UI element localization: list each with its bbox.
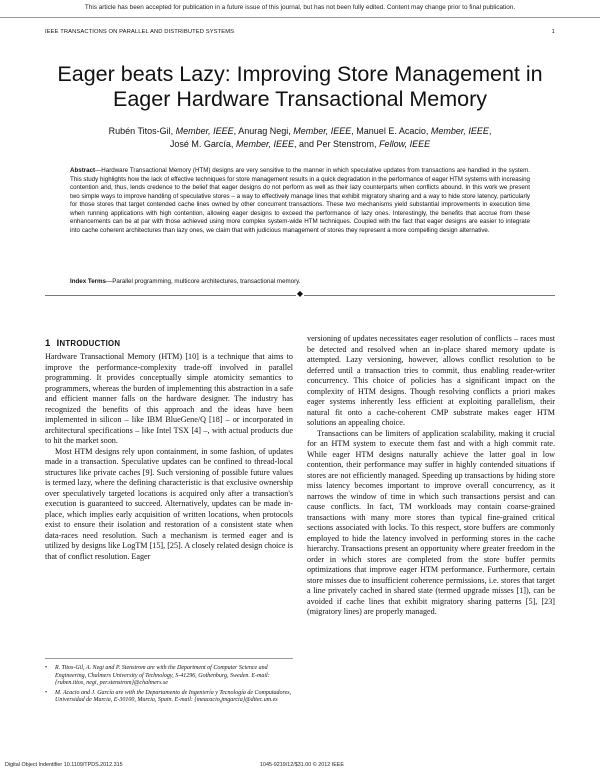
bullet-icon: •	[45, 689, 48, 696]
footnote-text: M. Acacio and J. García are with the Departamento de Ingeniería y Tecnología de Computadores, Universidad de Murcia, E-30100, Murcia, Spain. E-mail: {meacacio,jmgarcia}@ditec.um.es	[55, 689, 292, 704]
abstract-label: Abstract	[70, 167, 96, 174]
author-name: Per Stenstrom,	[316, 139, 377, 149]
index-terms-label: Index Terms	[70, 278, 106, 285]
doi: Digital Object Indentifier 10.1109/TPDS.2012.315	[5, 762, 123, 768]
section-title-rest: NTRODUCTION	[59, 339, 121, 348]
paragraph: Hardware Transactional Memory (HTM) [10] is a technique that aims to improve the performance-complexity trade-off involved in parallel programming. It provides conceptually simple atomicity semantics to programmers, whereas the burden of implementing this abstraction in a safe and efficient manner falls on the hardware designer. The industry has recognized the benefits of this approach and the ideas have been implemented in silicon – like IBM BlueGene/Q [18] – or incorporated in architectural specifications – like Intel TSX [4] –, with actual products due to hit the market soon.	[45, 352, 293, 445]
author-role: Member, IEEE	[430, 126, 489, 136]
section-number: 1	[45, 338, 51, 349]
footnote-text: R. Titos-Gil, A. Negi and P. Stenstrom are with the Department of Computer Science and Engineering, Chalmers University of Technology, S-41296, Gothenburg, Sweden. E-mail: {ruben.titos, negi, per.stenstrom}@chalmers.se	[55, 665, 270, 687]
author-name: Rubén Titos-Gil,	[108, 126, 174, 136]
author-name: Anurag Negi,	[238, 126, 291, 136]
paragraph: Most HTM designs rely upon containment, in some fashion, of updates made in a transaction. Speculative updates can be confined to thread-local structures like private caches [9]. Such versioning of possible future values is termed lazy, where the defining characteristic is that exclusive ownership over speculatively targeted locations is acquired only after a transaction's execution is guaranteed to succeed. Alternatively, updates can be made in-place, which implies early acquisition of written locations, when protocols exist to ensure their isolation and restoration of a consistent state when data-races need resolution. Such a mechanism is termed eager and is utilized by designs like LogTM [15], [25]. A closely related design choice is that of conflict resolution. Eager	[45, 446, 293, 561]
running-head	[45, 29, 555, 35]
author-name: José M. García,	[169, 139, 234, 149]
section-initial: I	[56, 338, 60, 349]
right-column	[307, 334, 555, 618]
footnote	[45, 665, 293, 688]
author-role: Fellow, IEEE	[379, 139, 431, 149]
page-number: 1	[551, 29, 555, 35]
paper-title: Eager beats Lazy: Improving Store Management in Eager Hardware Transactional Memory	[57, 62, 543, 111]
prepublication-notice: This article has been accepted for publication in a future issue of this journal, but has not been fully edited. Content may change prior to final publication.	[0, 4, 600, 18]
author-role: Member, IEEE	[235, 139, 294, 149]
author-list	[40, 125, 560, 151]
footnote	[45, 690, 293, 705]
author-conjunction: , and	[293, 139, 317, 149]
index-terms-text: —Parallel programming, multicore architectures, transactional memory.	[106, 278, 301, 285]
diamond-icon: ◆	[296, 289, 304, 298]
author-footnotes	[45, 658, 293, 707]
paragraph: Transactions can be limiters of application scalability, making it crucial for an HTM system to execute them fast and with a high commit rate. While eager HTM designs naturally achieve the latter goal in low contention, their performance may suffer in highly contended situations if stores are not efficiently managed. Speeding up transactions by hiding store miss latency becomes important to improve overall concurrency, as it narrows the window of time in which such transactions persist and can cause conflicts. In fact, TM workloads may contain coarse-grained transactions with many more stores than typical fine-grained critical sections associated with locks. To this respect, store buffers are commonly employed to hide the latency involved in performing stores in the cache hierarchy. Transactions present an opportunity where greater freedom in the order in which stores are completed from the store buffer permits optimizations that improve eager HTM performance. Furthermore, certain store misses due to insufficient coherence permissions, i.e. stores that target a line privately cached in shared state (termed upgrade misses [1]), can be avoided if cache lines that exhibit migratory sharing patterns [5], [23] (migratory lines) are properly managed.	[307, 428, 555, 616]
paragraph: versioning of updates necessitates eager resolution of conflicts – races must be detected and resolved when an in-place shared memory update is attempted. Lazy versioning, however, allows conflict resolution to be deferred until a transaction tries to commit, thus enabling reader-writer concurrency. This choice of policies has a significant impact on the complexity of HTM designs. Though resolving conflicts a priori makes eager systems inherently less efficient at exploiting parallelism, their natural fit onto a cache-coherent CMP substrate makes eager HTM solutions an appealing choice.	[307, 334, 555, 427]
bullet-icon: •	[45, 665, 48, 671]
left-column	[45, 352, 293, 562]
index-terms	[70, 278, 530, 287]
author-name: Manuel E. Acacio,	[356, 126, 429, 136]
abstract	[70, 167, 530, 235]
journal-name: IEEE TRANSACTIONS ON PARALLEL AND DISTRIBUTED SYSTEMS	[45, 29, 235, 35]
abstract-text: —Hardware Transactional Memory (HTM) designs are very sensitive to the manner in which speculative updates from transactions are handled in the system. This study highlights how the lack of effective techniques for store management results in a quick degradation in the performance of eager HTM systems with increasing contention and, thus, lends credence to the belief that eager designs do not perform as well as their lazy counterparts when conflicts abound. In this work we present two simple ways to improve handling of speculative stores – a way to effectively manage lines that exhibit migratory sharing and a way to hide store latency, particularly for those stores that target contended cache lines owned by other concurrent transactions. These two mechanisms yield substantial improvements in execution time when running applications with high contention, allowing eager designs to exceed the performance of lazy ones. Interestingly, the benefits that accrue from these enhancements can be at par with those achieved using more complex system-wide HTM techniques. Coupled with the fact that eager designs are easier to integrate into cache coherent architectures than lazy ones, we claim that with judicious management of stores they represent a more compelling design alternative.	[70, 167, 530, 234]
author-line-2	[40, 138, 560, 151]
author-role: Member, IEEE	[293, 126, 352, 136]
copyright: 1045-9219/12/$31.00 © 2012 IEEE	[260, 762, 344, 768]
page-footer	[5, 762, 595, 768]
author-line-1: Rubén Titos-Gil, Member, IEEE, Anurag Negi, Member, IEEE, Manuel E. Acacio, Member, IEEE,	[108, 126, 492, 136]
section-heading	[45, 338, 120, 349]
author-role: Member, IEEE	[175, 126, 234, 136]
